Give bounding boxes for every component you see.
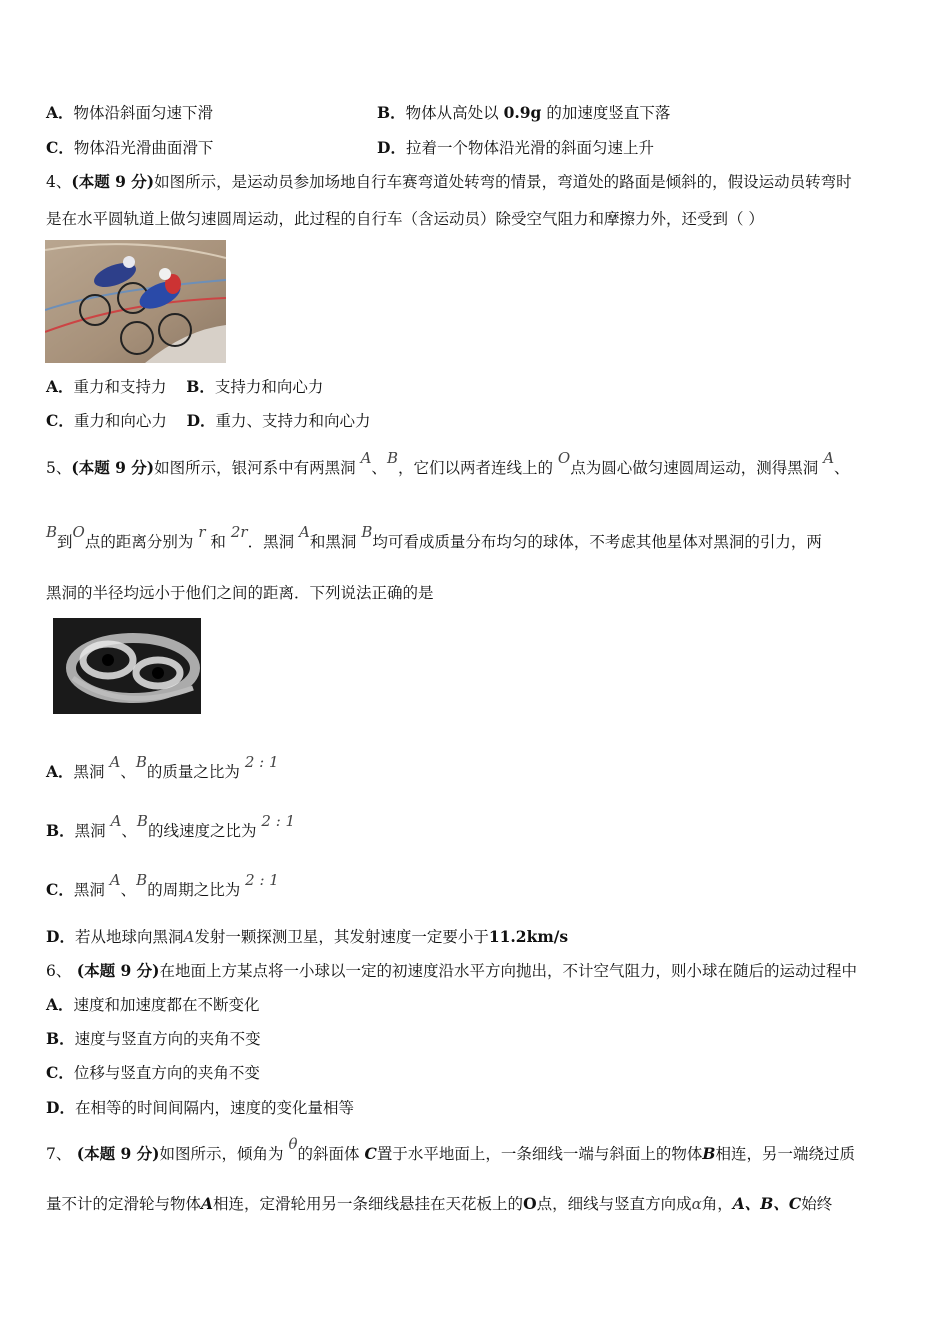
option-label: C． [46,880,74,899]
question-text: 和黑洞 [309,533,357,551]
math-symbol: A、B、C [732,1194,802,1213]
option-label: B． [186,377,215,396]
option-text: 的线速度之比为 [147,822,257,840]
separator: 、 [121,822,137,840]
q6-option-a [46,993,260,1015]
math-symbol: B [361,523,373,541]
question-text: 点的距离分别为 [84,533,194,551]
math-symbol: B [386,449,398,467]
question-text: 黑洞的半径均远小于他们之间的距离．下列说法正确的是 [46,584,434,602]
option-label: D． [46,1098,75,1117]
option-label: D． [46,927,75,946]
option-text: 物体从高处以 [405,104,499,122]
question-points: (本题 9 分) [71,961,160,980]
math-symbol: A [109,871,121,889]
black-hole-photo [53,618,201,714]
option-text: 重力和支持力 [73,378,167,396]
option-text: 物体沿斜面匀速下滑 [73,104,214,122]
math-symbol: A [823,449,835,467]
option-text: 黑洞 [73,881,105,899]
math-symbol: r [198,523,206,541]
question-text: 点，细线与竖直方向成 [536,1195,692,1213]
option-label: D． [377,138,406,157]
question-number: 7、 [46,1145,72,1163]
question-text: 相连，另一端绕过质 [715,1145,855,1163]
question-points: (本题 9 分) [71,458,155,477]
q5-option-a [46,753,279,782]
option-text: 的质量之比为 [146,763,240,781]
question-number: 4、 [46,173,72,191]
math-symbol: B [702,1144,716,1163]
acceleration-value: 0.9g [503,103,542,122]
option-text: 的周期之比为 [147,881,241,899]
separator: 、 [120,881,137,899]
q5-option-d [46,925,568,947]
option-text: 速度与竖直方向的夹角不变 [74,1030,261,1048]
math-symbol: α [691,1195,702,1213]
ratio-value: 2 : 1 [261,812,296,830]
question-text: ．黑洞 [247,533,295,551]
option-text: 黑洞 [73,763,105,781]
option-label: C． [46,138,74,157]
question-text: ，它们以两者连线上的 [397,459,553,477]
question-text: 和 [210,533,226,551]
math-symbol: O [523,1194,537,1213]
option-text: 物体沿光滑曲面滑下 [73,139,214,157]
option-text: 发射一颗探测卫星，其发射速度一定要小于 [194,928,489,946]
question-text: 在地面上方某点将一小球以一定的初速度沿水平方向抛出，不计空气阻力，则小球在随后的运动过程中 [159,962,858,980]
question-points: (本题 9 分) [71,172,155,191]
question-text: 如图所示，倾角为 [159,1145,284,1163]
option-text: 重力和向心力 [73,412,167,430]
option-text: 若从地球向黑洞 [74,928,184,946]
math-symbol: θ [288,1135,298,1153]
option-label: A． [46,995,74,1014]
math-symbol: 2r [230,523,248,541]
ratio-value: 2 : 1 [245,871,279,889]
math-symbol: B [136,871,148,889]
q3-option-c [46,136,213,158]
q4-options-row-2 [46,409,371,431]
option-label: B． [377,103,406,122]
option-text: 在相等的时间间隔内，速度的变化量相等 [74,1099,354,1117]
math-symbol: A [299,523,310,541]
separator: 、 [834,459,850,477]
q5-option-c [46,871,279,900]
option-label: A． [46,103,74,122]
math-symbol: O [557,449,571,467]
q7-stem-line-2 [46,1192,832,1214]
q7-stem-line-1 [46,1135,855,1164]
option-label: C． [46,411,74,430]
separator: 、 [371,459,387,477]
ratio-value: 2 : 1 [244,753,279,771]
math-symbol: B [135,753,147,771]
option-text: 重力、支持力和向心力 [215,412,371,430]
option-label: B． [46,821,75,840]
question-text: 均可看成质量分布均匀的球体，不考虑其他星体对黑洞的引力，两 [372,533,822,551]
math-symbol: O [72,523,85,541]
q5-option-b [46,812,296,841]
q6-option-b [46,1027,261,1049]
option-text: 位移与竖直方向的夹角不变 [73,1064,260,1082]
question-text: 如图所示，是运动员参加场地自行车赛弯道处转弯的情景，弯道处的路面是倾斜的，假设运动员转弯时 [154,173,852,191]
math-symbol: B [136,812,148,830]
math-symbol: A [201,1194,214,1213]
option-label: A． [46,377,74,396]
math-symbol: A [183,928,195,946]
q6-stem [46,959,857,981]
math-symbol: A [109,753,121,771]
option-text: 支持力和向心力 [214,378,324,396]
q4-options-row-1 [46,375,323,397]
math-symbol: A [360,449,372,467]
q4-stem-line-1 [46,170,852,192]
question-text: 置于水平地面上，一条细线一端与斜面上的物体 [376,1145,703,1163]
option-text: 黑洞 [74,822,106,840]
option-label: D． [186,411,216,430]
q3-option-b [377,101,670,123]
question-number: 6、 [46,962,72,980]
math-symbol: C [364,1144,377,1163]
q5-stem-line-3 [46,581,434,603]
q3-option-d [377,136,654,158]
q5-stem-line-2 [46,523,822,552]
option-text: 速度和加速度都在不断变化 [73,996,260,1014]
question-text: 点为圆心做匀速圆周运动，测得黑洞 [570,459,819,477]
q6-option-c [46,1061,260,1083]
option-label: C． [46,1063,74,1082]
question-text: 角， [701,1195,733,1213]
q3-option-a [46,101,213,123]
question-text: 始终 [801,1195,833,1213]
option-label: B． [46,1029,75,1048]
question-text: 相连，定滑轮用另一条细线悬挂在天花板上的 [213,1195,524,1213]
math-symbol: A [110,812,122,830]
question-text: 量不计的定滑轮与物体 [46,1195,202,1213]
q5-stem-line-1 [46,449,850,478]
question-text: 的斜面体 [297,1145,360,1163]
q6-option-d [46,1096,354,1118]
option-text: 的加速度竖直下落 [546,104,671,122]
question-text: 到 [57,533,73,551]
question-number: 5、 [46,459,72,477]
question-text: 如图所示，银河系中有两黑洞 [154,459,356,477]
math-symbol: B [46,523,58,541]
cycling-track-photo [45,240,226,363]
question-text: 是在水平圆轨道上做匀速圆周运动，此过程的自行车（含运动员）除受空气阻力和摩擦力外，还受到（ ） [46,210,764,228]
escape-velocity-value: 11.2km/s [488,927,569,946]
separator: 、 [120,763,136,781]
option-label: A． [46,762,74,781]
question-points: (本题 9 分) [71,1144,160,1163]
q4-stem-line-2 [46,207,764,229]
option-text: 拉着一个物体沿光滑的斜面匀速上升 [405,139,654,157]
